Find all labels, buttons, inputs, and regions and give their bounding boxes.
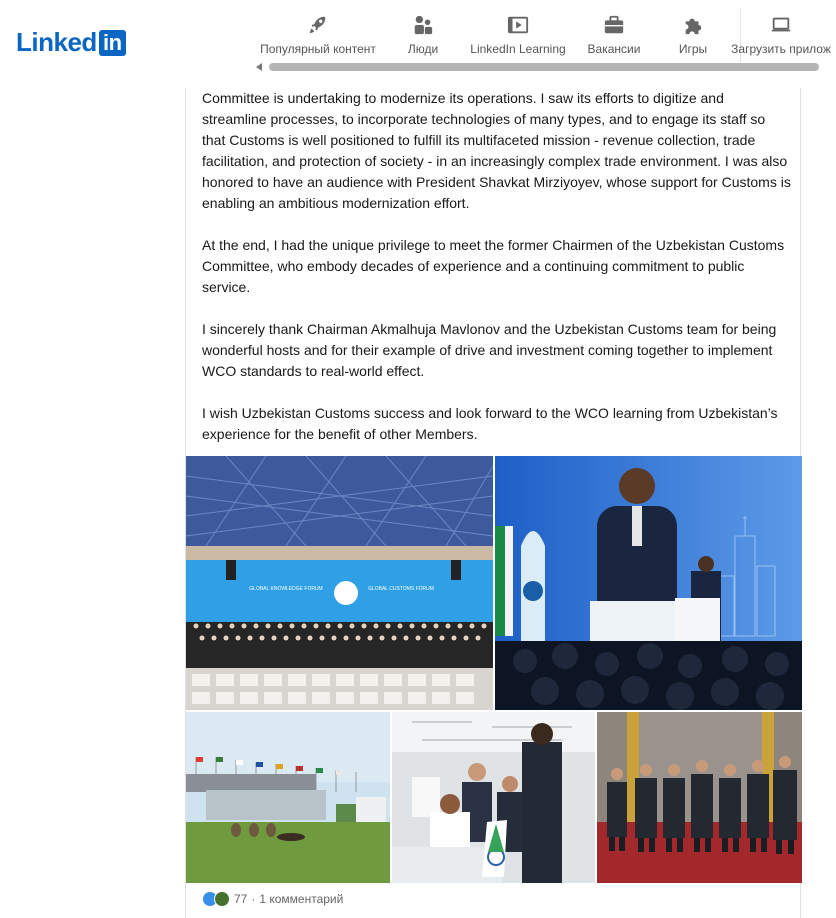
nav-label: Игры	[678, 42, 708, 56]
post-media-grid	[186, 456, 802, 883]
logo-text: Linked	[16, 27, 97, 57]
laptop-icon	[770, 14, 792, 36]
scroll-left-arrow-icon[interactable]	[256, 63, 262, 71]
post-card	[185, 88, 801, 918]
nav-item-people[interactable]	[396, 10, 450, 58]
nav-scrollbar[interactable]	[256, 62, 819, 72]
social-counts[interactable]	[202, 891, 343, 907]
photo-former-chairmen[interactable]	[597, 712, 802, 883]
count-separator: ·	[251, 892, 256, 906]
nav-item-games[interactable]	[664, 10, 722, 58]
post-paragraph: Committee is undertaking to modernize its operations. I saw its efforts to digitize and streamline processes, to incorporate technologies of many types, and to engage its staff so that Customs is well positioned to fulfill its multifaceted mission - revenue collection, trade facilitation, and protection of society - in an increasingly complex trade environment. I was also honored to have an audience with President Shavkat Mirziyoyev, whose support for Customs is enabling an ambitious modernization effort.	[202, 90, 791, 211]
top-header	[0, 0, 831, 88]
photo-speaker-podium[interactable]	[495, 456, 802, 710]
post-body	[202, 88, 792, 466]
post-paragraph: I sincerely thank Chairman Akmalhuja Mavlonov and the Uzbekistan Customs team for being wonderful hosts and for their example of drive and investment coming together to implement WCO standards to real-world effect.	[202, 321, 777, 379]
logo-in-badge: in	[99, 30, 126, 56]
learning-icon	[507, 14, 529, 36]
photo-forum-group[interactable]	[186, 456, 493, 710]
guest-nav	[250, 10, 831, 58]
nav-label: LinkedIn Learning	[470, 42, 566, 56]
photo-control-room[interactable]	[392, 712, 595, 883]
screen-caption-right: GLOBAL CUSTOMS FORUM	[368, 586, 434, 592]
comments-count[interactable]: 1 комментарий	[259, 892, 344, 906]
photo-dog-training[interactable]	[186, 712, 390, 883]
scrollbar-thumb[interactable]	[269, 63, 819, 71]
nav-item-linkedin-learning[interactable]	[468, 10, 568, 58]
support-reaction-icon	[214, 891, 230, 907]
nav-item-jobs[interactable]	[584, 10, 644, 58]
nav-item-popular-content[interactable]	[258, 10, 378, 58]
briefcase-icon	[603, 14, 625, 36]
reaction-count[interactable]: 77	[234, 892, 248, 906]
nav-label: Вакансии	[587, 42, 641, 56]
screen-caption-left: GLOBAL KNOWLEDGE FORUM	[249, 586, 323, 592]
nav-label: Популярный контент	[260, 42, 376, 56]
linkedin-logo[interactable]	[16, 27, 126, 58]
puzzle-icon	[682, 14, 704, 36]
nav-label: Люди	[407, 42, 439, 56]
post-paragraph: At the end, I had the unique privilege to meet the former Chairmen of the Uzbekistan Customs Committee, who embody decades of experience and a continuing commitment to public service.	[202, 237, 785, 295]
people-icon	[412, 14, 434, 36]
post-paragraph: I wish Uzbekistan Customs success and look forward to the WCO learning from Uzbekistan’s experience for the benefit of other Members.	[202, 405, 778, 442]
nav-item-get-app[interactable]	[726, 10, 836, 58]
rocket-icon	[307, 14, 329, 36]
nav-label: Загрузить прилож	[731, 42, 831, 56]
